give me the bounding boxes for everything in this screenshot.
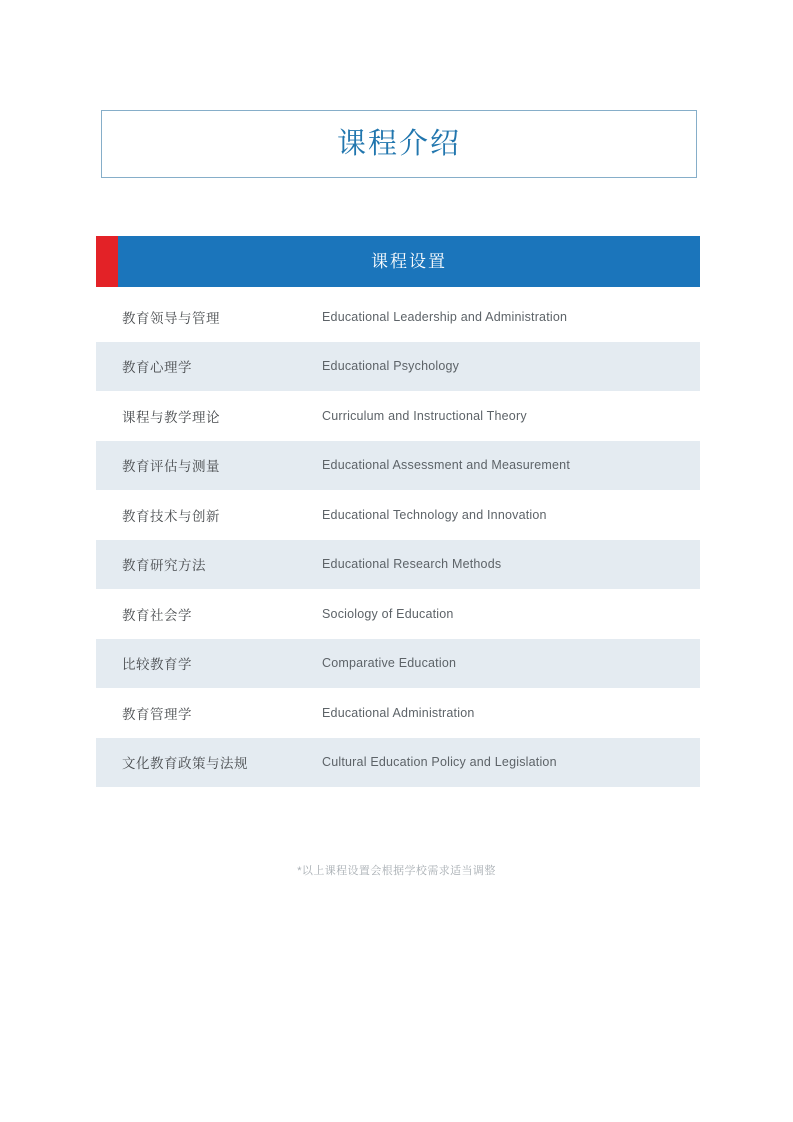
section-header [96,236,700,287]
course-name-en: Educational Assessment and Measurement [322,458,571,473]
course-table [96,292,700,787]
course-name-cn: 教育社会学 [122,607,192,623]
header-bar [118,236,700,287]
header-accent-block [96,236,118,287]
table-row [96,688,700,738]
table-row [96,589,700,639]
course-name-cn: 教育管理学 [122,706,192,722]
course-name-cn: 教育心理学 [122,360,192,376]
course-name-en: Educational Research Methods [322,557,502,572]
course-name-en: Educational Administration [322,705,475,720]
table-row [96,441,700,491]
table-row [96,738,700,788]
page-title-box [101,110,697,178]
course-name-cn: 教育评估与测量 [122,459,220,475]
course-name-cn: 教育技术与创新 [122,508,220,524]
course-name-en: Comparative Education [322,656,457,671]
table-row [96,639,700,689]
course-name-cn: 课程与教学理论 [122,409,220,425]
course-name-cn: 文化教育政策与法规 [122,756,248,772]
course-name-en: Educational Psychology [322,359,460,374]
course-name-en: Sociology of Education [322,606,454,621]
course-name-en: Educational Technology and Innovation [322,507,547,522]
course-name-en: Cultural Education Policy and Legislation [322,755,557,770]
table-row [96,490,700,540]
section-header-title: 课程设置 [371,252,447,271]
table-row [96,391,700,441]
page-title: 课程介绍 [336,127,461,160]
course-name-cn: 教育研究方法 [122,558,206,574]
table-row [96,342,700,392]
footnote: *以上课程设置会根据学校需求适当调整 [297,865,496,877]
course-name-cn: 比较教育学 [122,657,192,673]
course-name-en: Educational Leadership and Administration [322,309,568,324]
table-row [96,292,700,342]
table-row [96,540,700,590]
course-name-en: Curriculum and Instructional Theory [322,408,527,423]
course-name-cn: 教育领导与管理 [122,310,220,326]
